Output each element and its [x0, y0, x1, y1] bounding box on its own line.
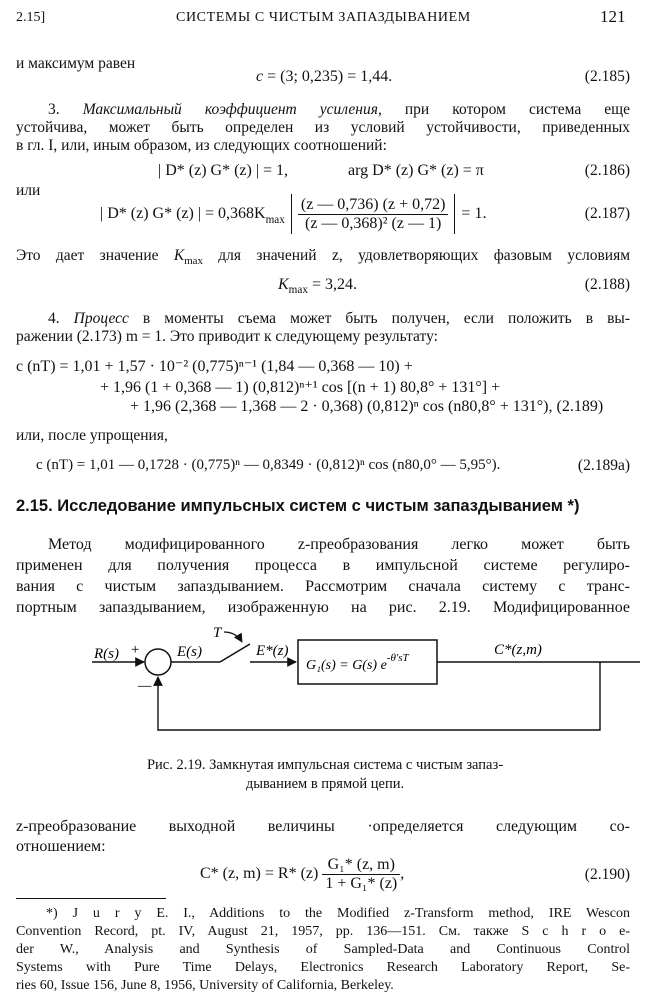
paragraph-line-1: Метод модифицированного z-преобразования легко может быть	[48, 536, 630, 553]
page-number: 121	[600, 7, 626, 26]
equation-2188: $K_{max} = 3,24$.	[278, 276, 357, 297]
fraction: $\frac{(z — 0,736) (z + 0,72)}{\text{(z — 0,368)² (z — 1)}}$	[298, 196, 449, 233]
footnote-line-1: *) J u r y E. I., Additions to the Modified z-Transform method, IRE Wescon	[46, 906, 630, 921]
after-simplification: или, после упрощения,	[16, 427, 168, 444]
footnote-rule	[16, 898, 166, 899]
equation-2186-lhs: | D* (z) G* (z) | = 1,	[158, 162, 289, 179]
paragraph2-line-1: z-преобразование выходной величины ·определяется следующим со-	[16, 818, 630, 835]
equation-2185: c = (3; 0,235) = 1,44.	[256, 68, 393, 85]
kmax-sentence: Это дает значение $K_{max}$ для значений z, удовлетворяющих фазовым условиям	[16, 247, 631, 268]
paragraph-line-4: портным запаздыванием, изображенную на рис. 2.19. Модифицированное	[16, 599, 630, 616]
equation-2189a: c (nT) = 1,01 — 0,1728 · (0,775)ⁿ — 0,8349 · (0,812)ⁿ cos (n80,0° — 5,95°).	[36, 457, 501, 473]
footnote-line-4: Systems with Pure Time Delays, Electronics Research Laboratory Report, Se-	[16, 960, 630, 975]
paragraph-line-2: применен для получения процесса в импульсной системе регулиро-	[16, 557, 630, 574]
item-3-line-3: в гл. I, или, иным образом, из следующих соотношений:	[16, 137, 387, 154]
footnote-line-3: der W., Analysis and Synthesis of Sampled-Data and Continuous Control	[16, 942, 630, 957]
running-title: СИСТЕМЫ С ЧИСТЫМ ЗАПАЗДЫВАНИЕМ	[176, 10, 471, 25]
error-label: E(s)	[177, 644, 202, 660]
figure-caption-line-1: Рис. 2.19. Замкнутая импульсная система с чистым запаз-	[146, 757, 504, 773]
item-4-line-2: ражении (2.173) m = 1. Это приводит к следующему результату:	[16, 328, 438, 345]
equation-number: (2.187)	[584, 205, 630, 222]
sampler-switch	[220, 644, 250, 662]
equation-number: (2.189a)	[577, 457, 630, 474]
equation-2186-rhs: arg D* (z) G* (z) = π	[348, 162, 484, 179]
item-4-line-1: 4. Процесс в моменты съема может быть получен, если положить в вы-	[48, 310, 630, 327]
paragraph-line-3: вания с чистым запаздыванием. Рассмотрим сначала систему с транс-	[16, 578, 630, 595]
equation-2189-line-2: + 1,96 (1 + 0,368 — 1) (0,812)ⁿ⁺¹ cos [(n + 1) 80,8° + 131°] +	[100, 379, 501, 396]
sampler-arrow	[224, 632, 242, 642]
figure-caption-line-2: дыванием в прямой цепи.	[245, 776, 405, 792]
equation-number: (2.185)	[584, 68, 630, 85]
block-label: G₁(s) = G(s) $e^{-\theta'sT}$	[306, 652, 409, 673]
paragraph-text: и максимум равен	[16, 55, 136, 72]
paragraph2-line-2: отношением:	[16, 838, 106, 855]
equation-2190: C* (z, m) = R* (z) $\frac{\text{G₁* (z, m)}}{\text{1 + G₁* (z)}}$ ,	[200, 855, 405, 892]
footnote-line-5: ries 60, Issue 156, June 8, 1956, University of California, Berkeley.	[16, 978, 394, 993]
item-3-line-1: 3. Максимальный коэффициент усиления, при котором система еще	[48, 101, 630, 118]
minus-sign: —	[138, 678, 152, 694]
sampler-period-label: T	[213, 625, 222, 641]
input-label: R(s)	[94, 646, 119, 662]
header-section-ref: 2.15]	[16, 10, 46, 25]
plus-sign: +	[130, 642, 141, 658]
sampled-label: E*(z)	[256, 643, 289, 659]
equation-2189-line-3: + 1,96 (2,368 — 1,368 — 2 · 0,368) (0,812)ⁿ cos (n80,8° + 131°), (2.189)	[130, 398, 604, 415]
equation-number: (2.186)	[584, 162, 630, 179]
or-label: или	[16, 182, 41, 199]
block-diagram	[0, 620, 647, 765]
footnote-line-2: Convention Record, pt. IV, August 21, 1957, pp. 136—151. См. также S c h r o e-	[16, 924, 630, 939]
item-3-line-2: устойчива, может быть определен из условий устойчивости, приведенных	[16, 119, 630, 136]
output-label: C*(z,m)	[494, 642, 542, 658]
equation-number: (2.190)	[584, 866, 630, 883]
section-heading: 2.15. Исследование импульсных систем с чистым запаздыванием *)	[16, 497, 580, 515]
summing-junction	[145, 649, 171, 675]
equation-number: (2.188)	[584, 276, 630, 293]
equation-2187: | D* (z) G* (z) | = 0,368K $_{max}$ $\frac{(z — 0,736) (z + 0,72)}{\text{(z — 0,368)² (z — 1)}}$ = 1.	[100, 192, 486, 236]
fraction: $\frac{\text{G₁* (z, m)}}{\text{1 + G₁* (z)}}$	[322, 856, 400, 893]
equation-2189-line-1: c (nT) = 1,01 + 1,57 · 10⁻² (0,775)ⁿ⁻¹ (1,84 — 0,368 — 10) +	[16, 358, 413, 375]
